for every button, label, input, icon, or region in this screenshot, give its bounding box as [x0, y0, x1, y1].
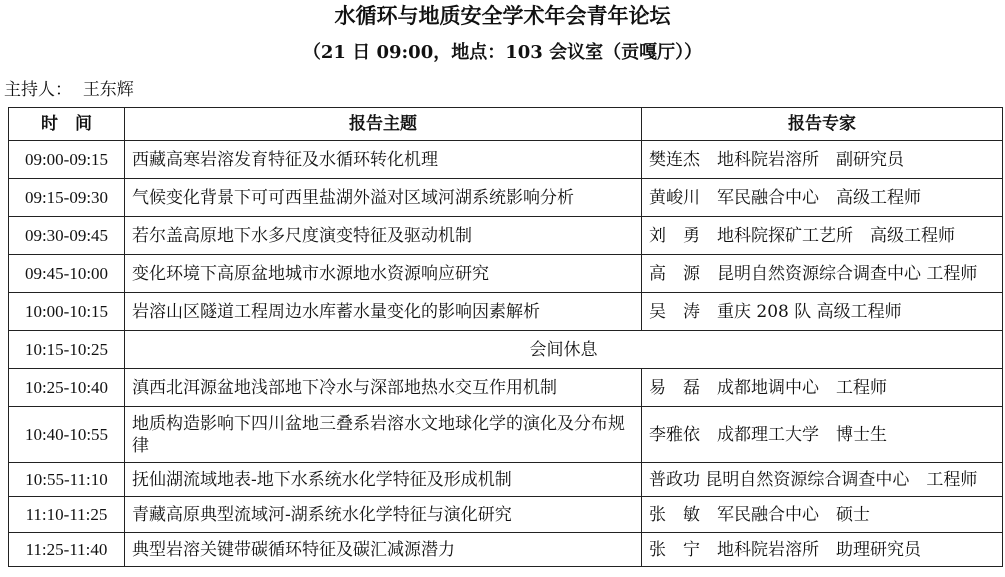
host-line — [4, 78, 134, 102]
expert-cell: 张 宁 地科院岩溶所 助理研究员 — [642, 533, 1003, 567]
table-row — [9, 141, 1003, 179]
time-cell: 10:15-10:25 — [9, 331, 125, 369]
column-header-expert: 报告专家 — [642, 108, 1003, 141]
topic-cell: 若尔盖高原地下水多尺度演变特征及驱动机制 — [125, 217, 642, 255]
expert-cell: 普政功 昆明自然资源综合调查中心 工程师 — [642, 463, 1003, 497]
column-header-time: 时 间 — [9, 108, 125, 141]
table-row — [9, 369, 1003, 407]
expert-cell: 张 敏 军民融合中心 硕士 — [642, 497, 1003, 533]
table-header-row — [9, 108, 1003, 141]
host-label: 主持人： — [4, 80, 72, 100]
time-cell: 11:25-11:40 — [9, 533, 125, 567]
topic-cell: 滇西北洱源盆地浅部地下冷水与深部地热水交互作用机制 — [125, 369, 642, 407]
schedule-table — [8, 107, 1003, 567]
expert-cell: 刘 勇 地科院探矿工艺所 高级工程师 — [642, 217, 1003, 255]
break-row — [9, 331, 1003, 369]
topic-cell: 岩溶山区隧道工程周边水库蓄水量变化的影响因素解析 — [125, 293, 642, 331]
table-row — [9, 463, 1003, 497]
table-row — [9, 407, 1003, 463]
expert-cell: 李雅依 成都理工大学 博士生 — [642, 407, 1003, 463]
column-header-topic: 报告主题 — [125, 108, 642, 141]
expert-cell: 黄峻川 军民融合中心 高级工程师 — [642, 179, 1003, 217]
time-cell: 10:25-10:40 — [9, 369, 125, 407]
topic-cell: 抚仙湖流域地表-地下水系统水化学特征及形成机制 — [125, 463, 642, 497]
time-cell: 11:10-11:25 — [9, 497, 125, 533]
host-gap — [72, 80, 83, 100]
time-cell: 09:45-10:00 — [9, 255, 125, 293]
time-cell: 10:40-10:55 — [9, 407, 125, 463]
expert-cell: 高 源 昆明自然资源综合调查中心 工程师 — [642, 255, 1003, 293]
expert-cell: 吴 涛 重庆 208 队 高级工程师 — [642, 293, 1003, 331]
break-label: 会间休息 — [125, 331, 1003, 369]
table-row — [9, 217, 1003, 255]
expert-cell: 易 磊 成都地调中心 工程师 — [642, 369, 1003, 407]
time-cell: 09:30-09:45 — [9, 217, 125, 255]
table-row — [9, 533, 1003, 567]
time-cell: 09:15-09:30 — [9, 179, 125, 217]
host-name: 王东辉 — [82, 80, 134, 100]
table-row — [9, 497, 1003, 533]
table-row — [9, 293, 1003, 331]
topic-cell: 地质构造影响下四川盆地三叠系岩溶水文地球化学的演化及分布规律 — [125, 407, 642, 463]
topic-cell: 气候变化背景下可可西里盐湖外溢对区域河湖系统影响分析 — [125, 179, 642, 217]
time-cell: 10:00-10:15 — [9, 293, 125, 331]
time-cell: 10:55-11:10 — [9, 463, 125, 497]
expert-cell: 樊连杰 地科院岩溶所 副研究员 — [642, 141, 1003, 179]
time-cell: 09:00-09:15 — [9, 141, 125, 179]
topic-cell: 西藏高寒岩溶发育特征及水循环转化机理 — [125, 141, 642, 179]
topic-cell: 变化环境下高原盆地城市水源地水资源响应研究 — [125, 255, 642, 293]
session-info: （21 日 09:00，地点：103 会议室（贡嘎厅）） — [302, 42, 703, 63]
table-row — [9, 179, 1003, 217]
page-title: 水循环与地质安全学术年会青年论坛 — [334, 3, 671, 28]
table-row — [9, 255, 1003, 293]
topic-cell: 典型岩溶关键带碳循环特征及碳汇减源潜力 — [125, 533, 642, 567]
topic-cell: 青藏高原典型流域河-湖系统水化学特征与演化研究 — [125, 497, 642, 533]
